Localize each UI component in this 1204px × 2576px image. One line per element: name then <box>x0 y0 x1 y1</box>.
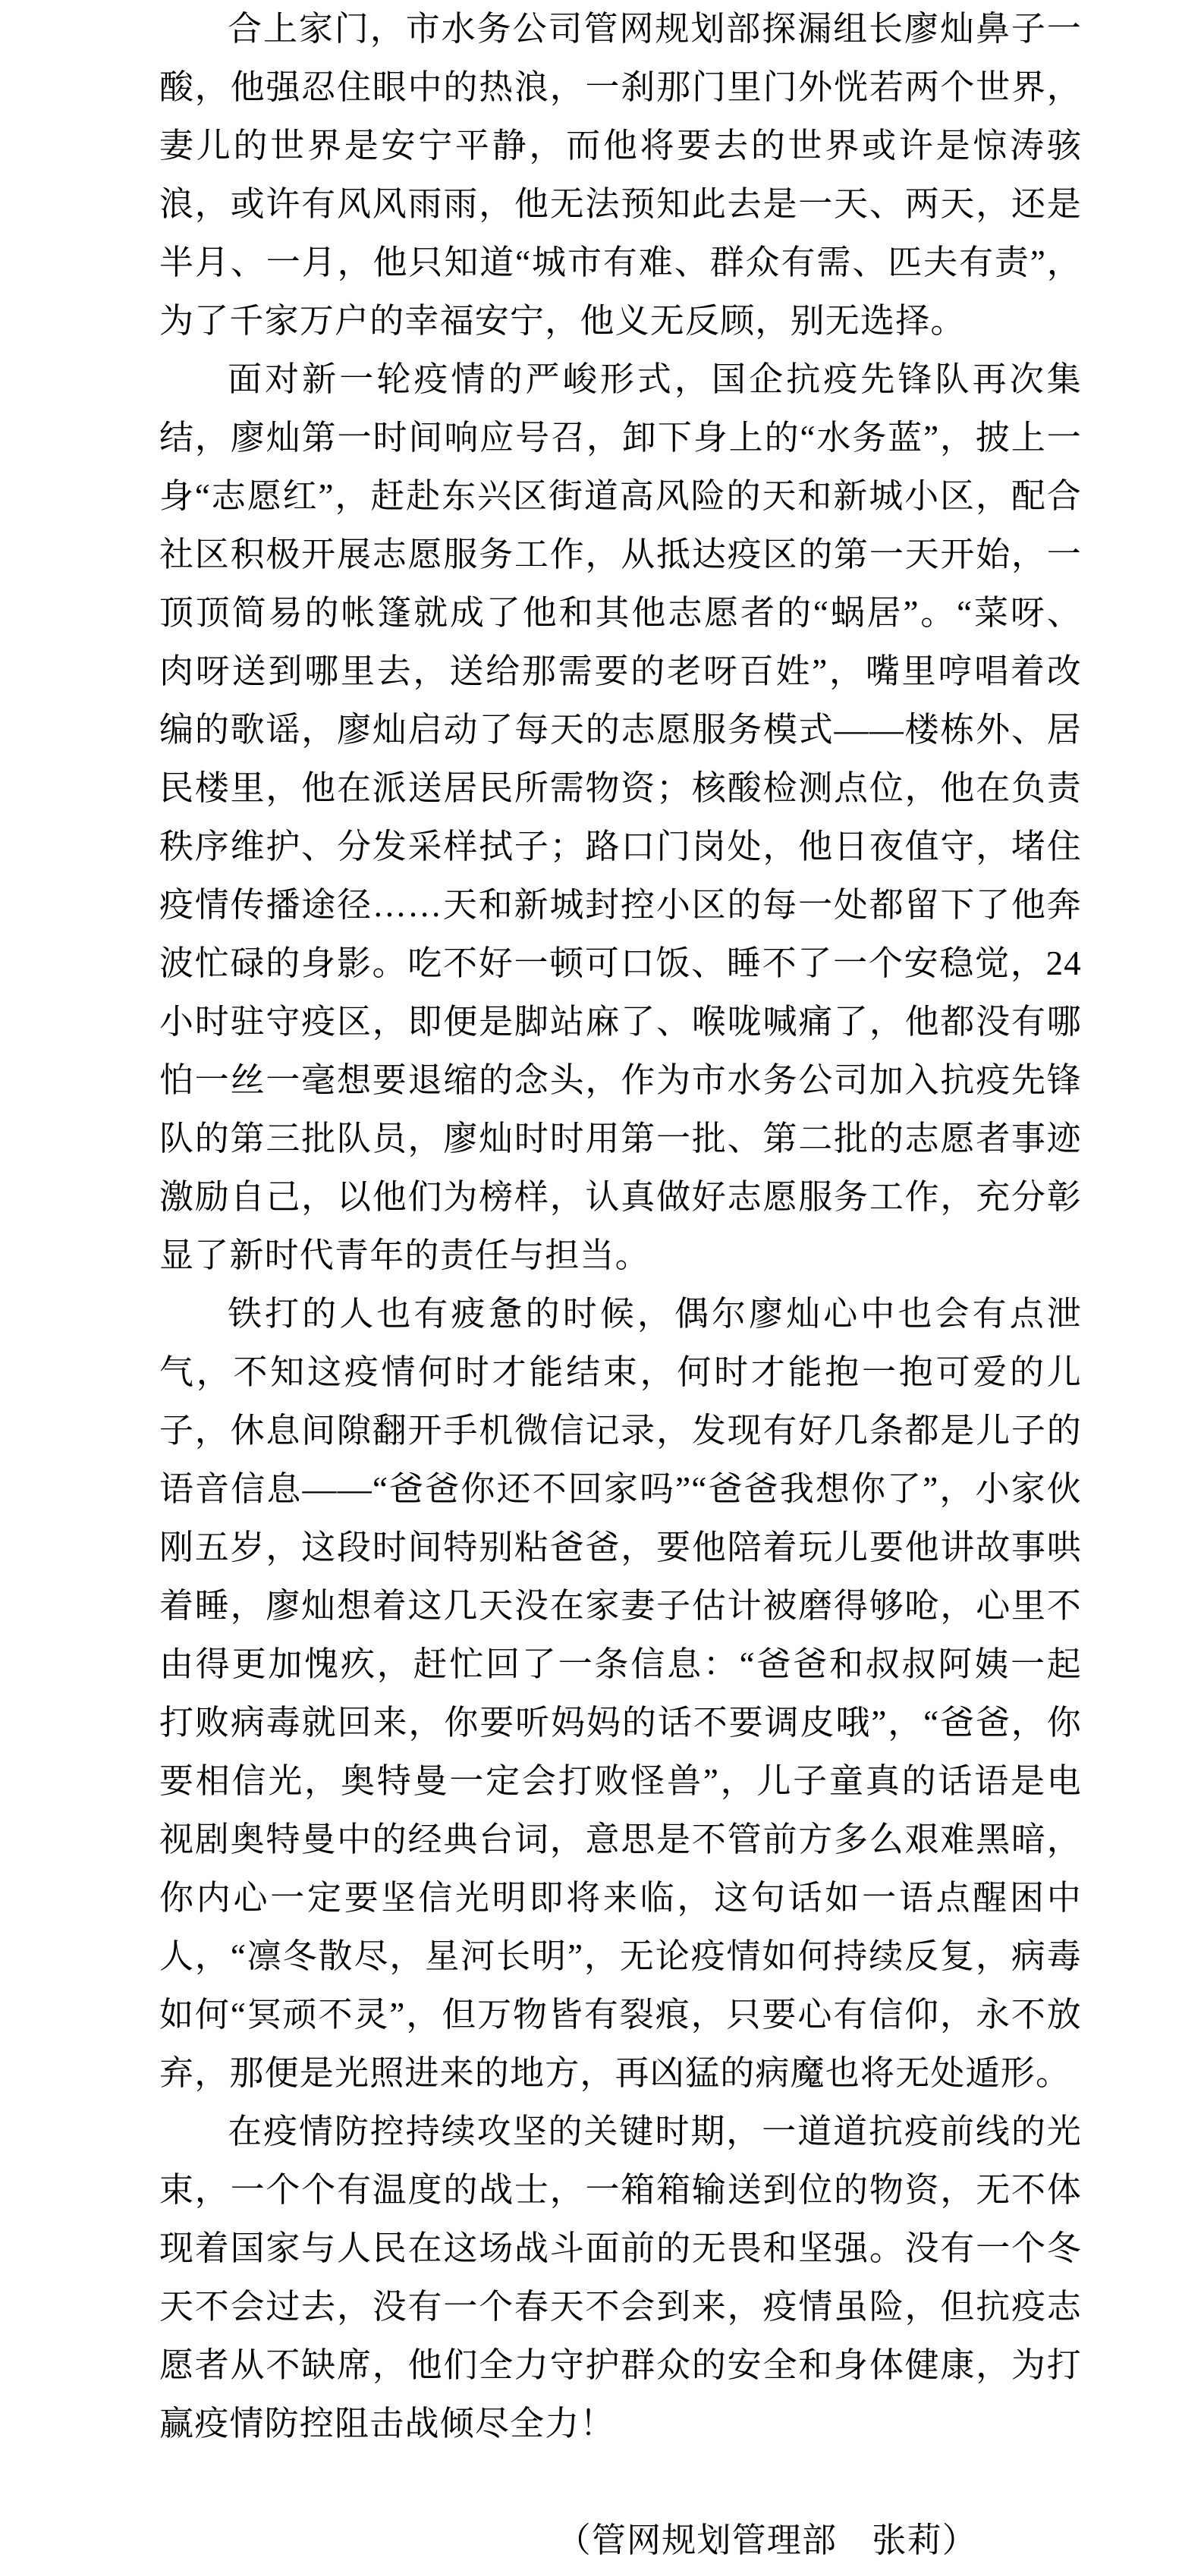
document-body <box>159 0 1082 2570</box>
paragraph-1: 合上家门，市水务公司管网规划部探漏组长廖灿鼻子一酸，他强忍住眼中的热浪，一刹那门里门外恍若两个世界，妻儿的世界是安宁平静，而他将要去的世界或许是惊涛骇浪，或许有风风雨雨，他无法预知此去是一天、两天，还是半月、一月，他只知道“城市有难、群众有需、匹夫有责”，为了千家万户的幸福安宁，他义无反顾，别无选择。 <box>159 10 1082 340</box>
paragraph-2: 面对新一轮疫情的严峻形式，国企抗疫先锋队再次集结，廖灿第一时间响应号召，卸下身上的“水务蓝”，披上一身“志愿红”，赶赴东兴区街道高风险的天和新城小区，配合社区积极开展志愿服务工作，从抵达疫区的第一天开始，一顶顶简易的帐篷就成了他和其他志愿者的“蜗居”。“菜呀、肉呀送到哪里去，送给那需要的老呀百姓”，嘴里哼唱着改编的歌谣，廖灿启动了每天的志愿服务模式——楼栋外、居民楼里，他在派送居民所需物资；核酸检测点位，他在负责秩序维护、分发采样拭子；路口门岗处，他日夜值守，堵住疫情传播途径……天和新城封控小区的每一处都留下了他奔波忙碌的身影。吃不好一顿可口饭、睡不了一个安稳觉，24 小时驻守疫区，即便是脚站麻了、喉咙喊痛了，他都没有哪怕一丝一毫想要退缩的念头，作为市水务公司加入抗疫先锋队的第三批队员，廖灿时时用第一批、第二批的志愿者事迹激励自己，以他们为榜样，认真做好志愿服务工作，充分彰显了新时代青年的责任与担当。 <box>159 360 1082 1274</box>
paragraph-3: 铁打的人也有疲惫的时候，偶尔廖灿心中也会有点泄气，不知这疫情何时才能结束，何时才能抱一抱可爱的儿子，休息间隙翻开手机微信记录，发现有好几条都是儿子的语音信息——“爸爸你还不回家吗”“爸爸我想你了”，小家伙刚五岁，这段时间特别粘爸爸，要他陪着玩儿要他讲故事哄着睡，廖灿想着这几天没在家妻子估计被磨得够呛，心里不由得更加愧疚，赶忙回了一条信息：“爸爸和叔叔阿姨一起打败病毒就回来，你要听妈妈的话不要调皮哦”，“爸爸，你要相信光，奥特曼一定会打败怪兽”，儿子童真的话语是电视剧奥特曼中的经典台词，意思是不管前方多么艰难黑暗，你内心一定要坚信光明即将来临，这句话如一语点醒困中人，“凛冬散尽，星河长明”，无论疫情如何持续反复，病毒如何“冥顽不灵”，但万物皆有裂痕，只要心有信仰，永不放弃，那便是光照进来的地方，再凶猛的病魔也将无处遁形。 <box>159 1295 1082 2092</box>
paragraph-4: 在疫情防控持续攻坚的关键时期，一道道抗疫前线的光束，一个个有温度的战士，一箱箱输送到位的物资，无不体现着国家与人民在这场战斗面前的无畏和坚强。没有一个冬天不会过去，没有一个春天不会到来，疫情虽险，但抗疫志愿者从不缺席，他们全力守护群众的安全和身体健康，为打赢疫情防控阻击战倾尽全力！ <box>159 2113 1082 2442</box>
author-attribution: （管网规划管理部 张莉） <box>556 2521 977 2559</box>
